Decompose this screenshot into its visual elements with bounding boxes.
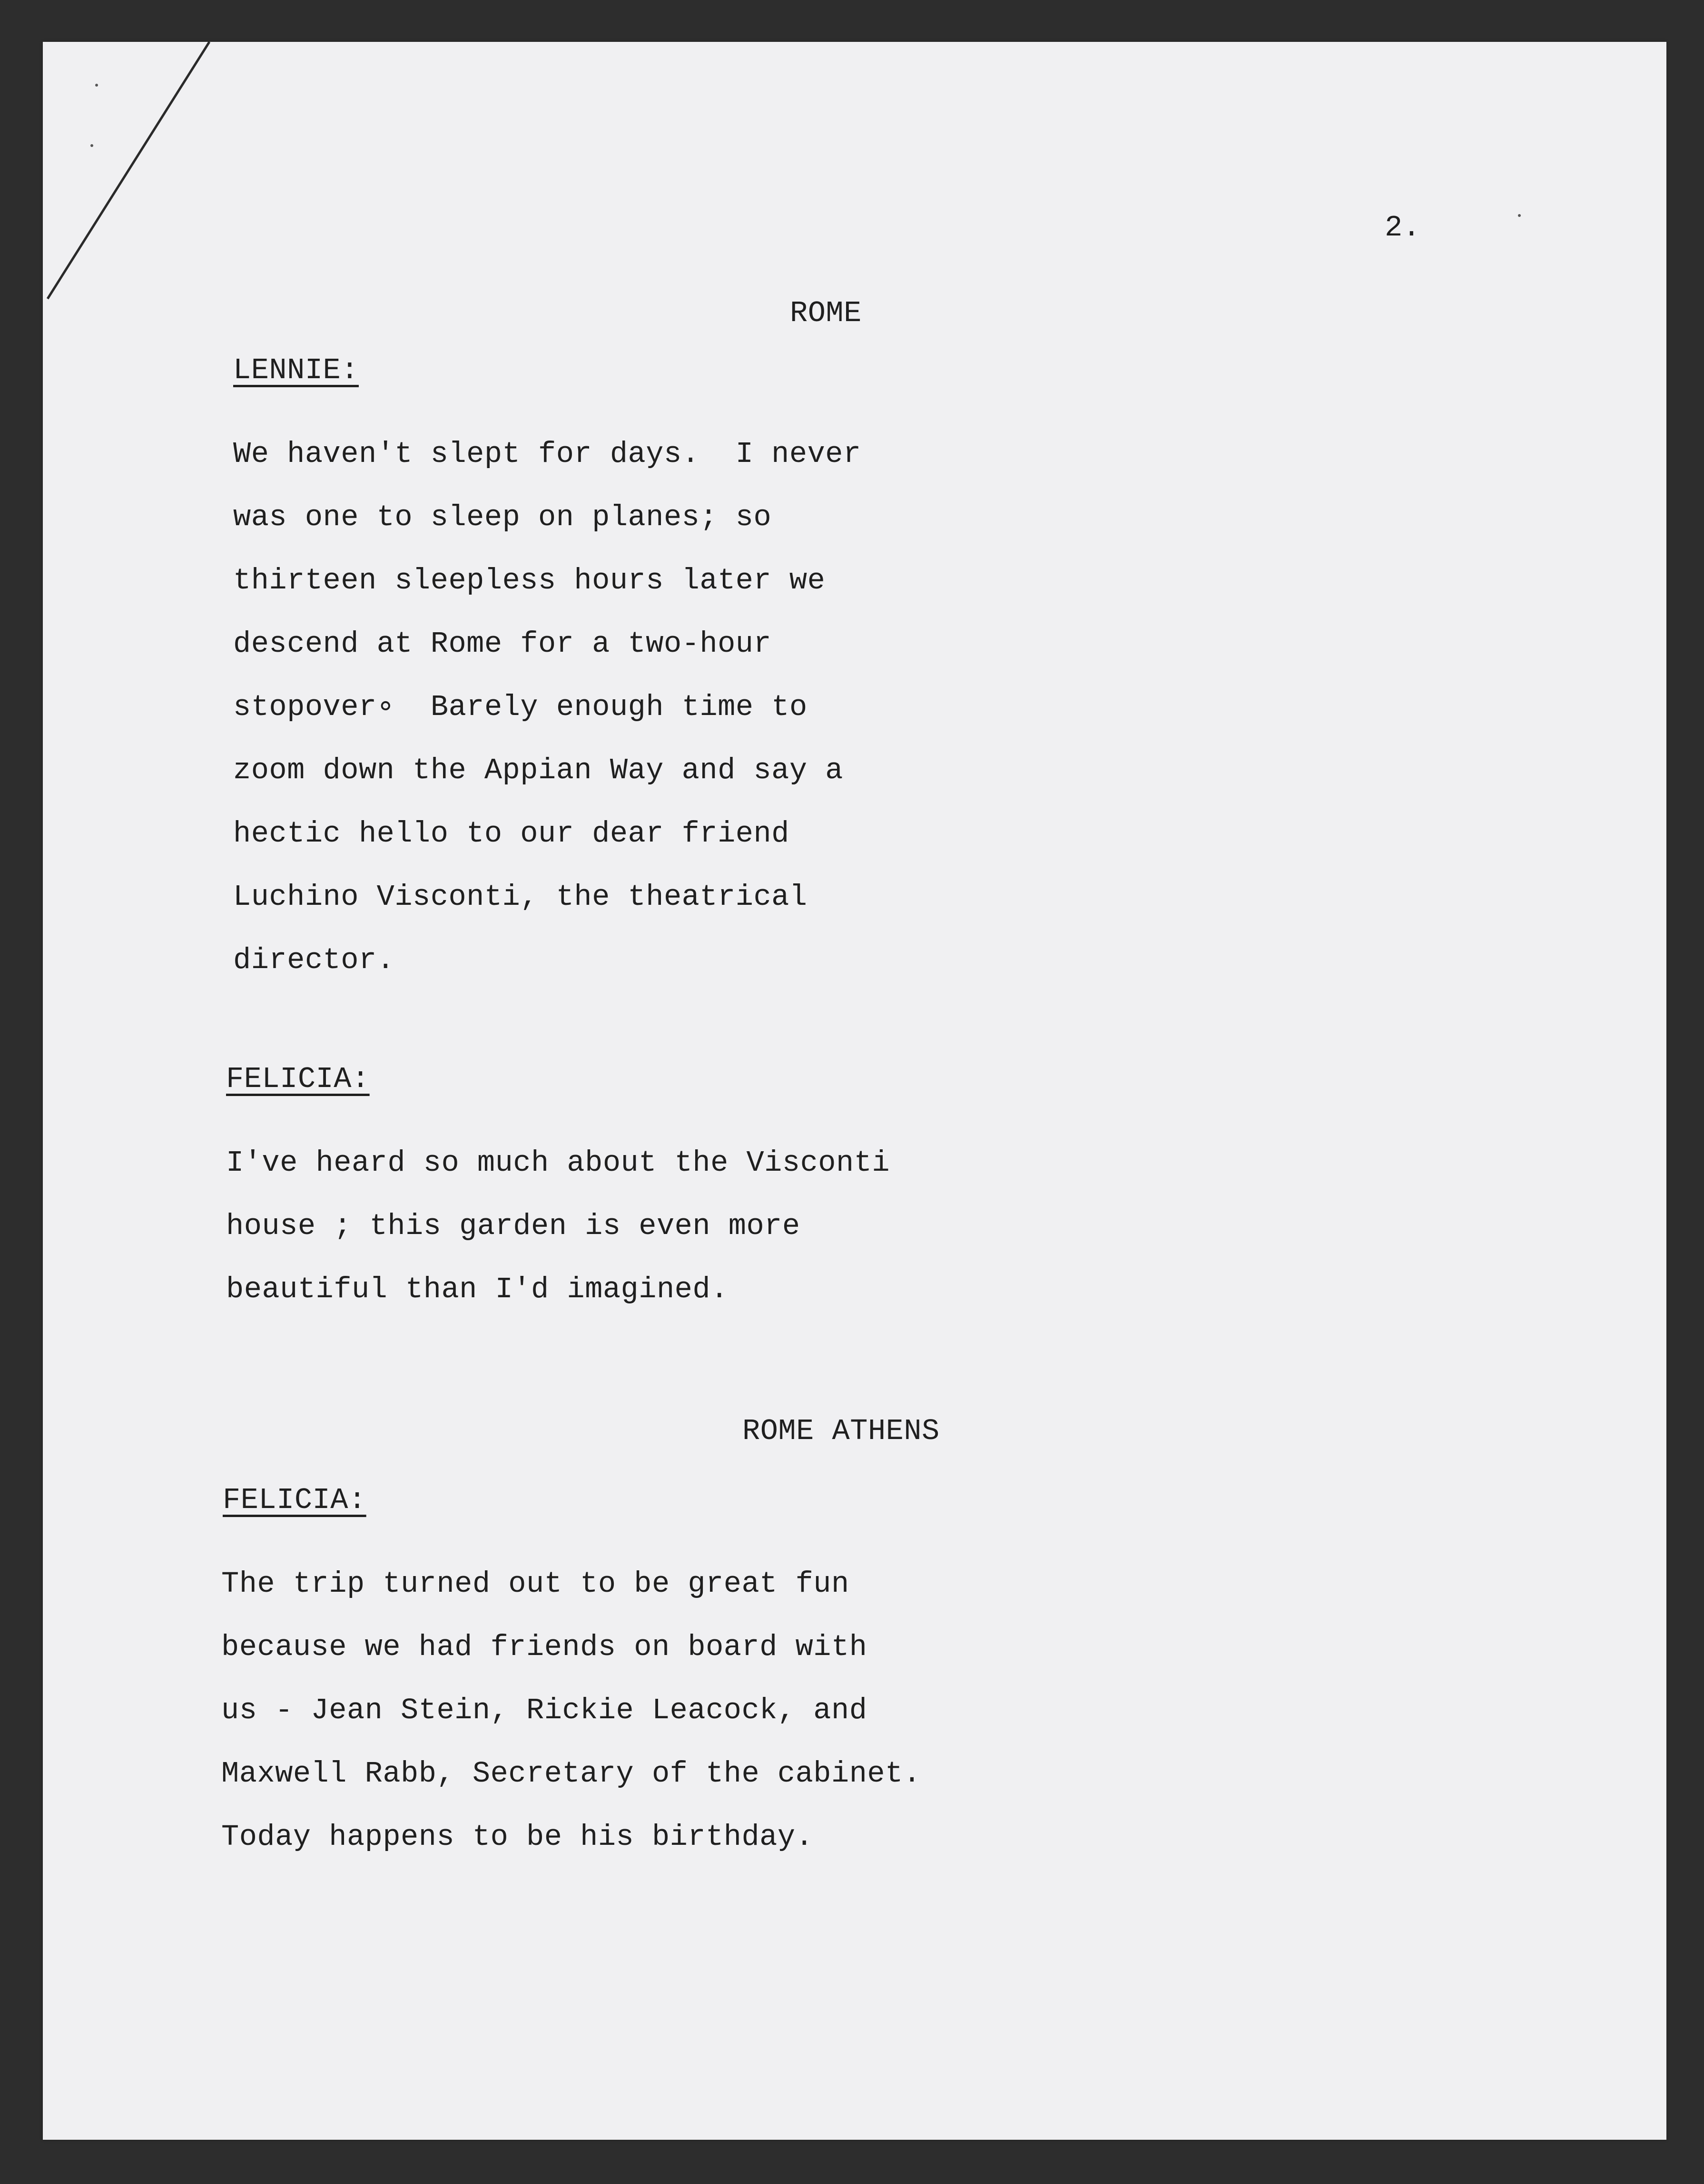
dialogue-line: was one to sleep on planes; so	[233, 500, 772, 534]
dialogue-line: Maxwell Rabb, Secretary of the cabinet.	[221, 1757, 921, 1791]
dialogue-line: stopover∘ Barely enough time to	[233, 690, 808, 724]
speaker-label-lennie: LENNIE:	[233, 353, 359, 387]
paper-speck	[90, 144, 93, 147]
dialogue-line: director.	[233, 943, 395, 977]
scene-heading-rome: ROME	[790, 296, 862, 330]
dialogue-line: because we had friends on board with	[221, 1630, 867, 1664]
dialogue-line: The trip turned out to be great fun	[221, 1567, 849, 1601]
dialogue-line: I've heard so much about the Visconti	[226, 1146, 890, 1180]
page-number: 2.	[1385, 211, 1421, 245]
scene-heading-rome-athens: ROME ATHENS	[742, 1414, 940, 1448]
dialogue-line: Today happens to be his birthday.	[221, 1820, 814, 1854]
dialogue-line: descend at Rome for a two-hour	[233, 627, 772, 661]
speaker-label-felicia: FELICIA:	[223, 1483, 366, 1517]
dialogue-line: We haven't slept for days. I never	[233, 437, 861, 471]
paper-speck	[1518, 214, 1521, 217]
dialogue-block-lennie	[233, 422, 861, 992]
dialogue-line: thirteen sleepless hours later we	[233, 564, 826, 597]
dialogue-block-felicia	[226, 1131, 890, 1321]
folded-corner-line	[43, 42, 214, 308]
dialogue-line: hectic hello to our dear friend	[233, 817, 789, 851]
paper-speck	[95, 84, 98, 87]
dialogue-line: house ; this garden is even more	[226, 1209, 800, 1243]
dialogue-line: beautiful than I'd imagined.	[226, 1273, 729, 1306]
speaker-label-felicia: FELICIA:	[226, 1062, 370, 1096]
dialogue-block-felicia	[221, 1552, 921, 1869]
dialogue-line: zoom down the Appian Way and say a	[233, 754, 844, 787]
dialogue-line: us - Jean Stein, Rickie Leacock, and	[221, 1694, 867, 1727]
dialogue-line: Luchino Visconti, the theatrical	[233, 880, 808, 914]
typed-page	[43, 42, 1666, 2140]
